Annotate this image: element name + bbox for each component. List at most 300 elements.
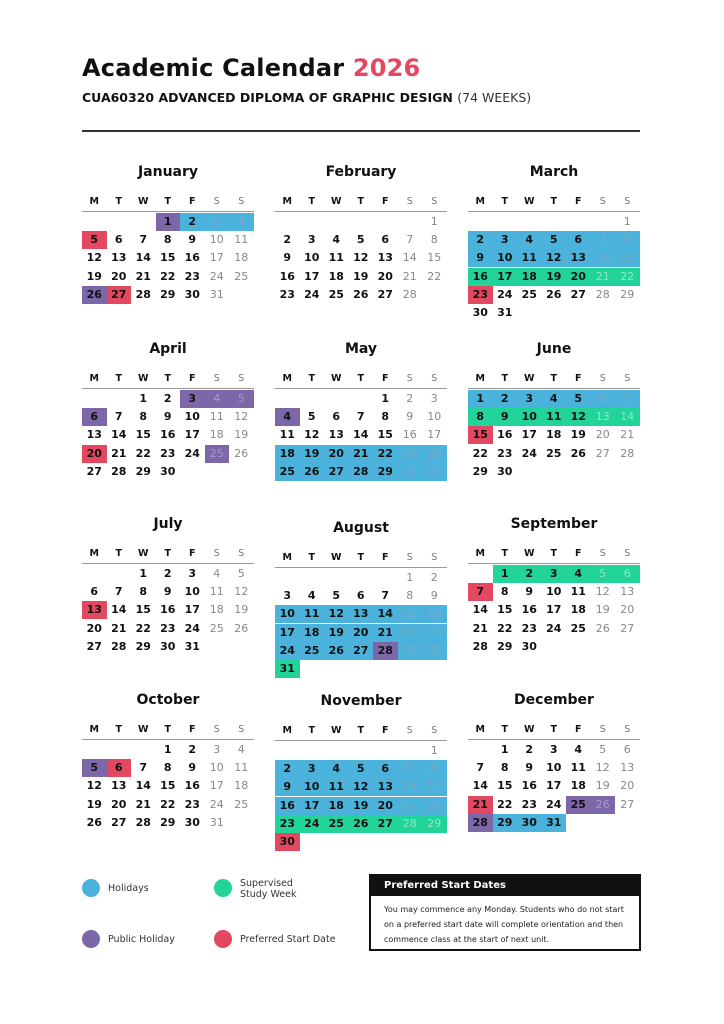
day-cell: 1 [623,215,631,228]
day-cell: 19 [595,779,610,793]
day-cell: 26 [595,621,610,635]
weekday-header: T [164,548,171,559]
day-cell: 12 [566,408,591,426]
day-cell: 18 [234,251,249,265]
day-cell: 12 [353,251,369,265]
day-cell: 15 [615,249,640,267]
weekday-header: W [524,373,535,384]
weekday-header: S [624,196,631,207]
day-cell: 18 [234,779,249,793]
day-cell: 1 [430,215,438,228]
day-cell: 19 [595,603,610,617]
weekday-header: M [89,196,99,207]
day-cell: 4 [229,213,254,231]
month-title: August [333,520,389,536]
day-cell: 17 [304,269,320,283]
weekday-header: T [308,552,315,563]
month-february [275,162,447,301]
day-cell: 17 [275,624,300,642]
month-january [82,162,254,301]
day-cell: 31 [209,287,224,301]
month-title: December [514,692,594,708]
day-cell: 31 [184,639,200,653]
day-cell: 18 [324,797,349,815]
day-cell: 14 [135,251,151,265]
weekday-header: W [524,548,535,559]
day-cell: 10 [427,410,442,424]
weekday-header: M [282,196,292,207]
weekday-header: S [213,548,220,559]
day-cell: 10 [209,761,224,775]
day-cell: 22 [398,624,423,642]
page-title [82,54,420,82]
legend-supervised: Supervised Study Week [240,878,297,900]
day-cell: 8 [406,589,414,603]
day-cell: 8 [139,410,148,424]
day-cell: 24 [304,287,320,301]
day-cell: 22 [422,797,447,815]
day-cell: 27 [570,287,586,301]
day-cell: 2 [517,565,542,583]
weekday-header: W [524,196,535,207]
day-cell: 20 [86,621,102,635]
weekday-header: S [238,196,245,207]
day-cell: 4 [205,390,230,408]
day-cell: 4 [542,390,567,408]
day-cell: 9 [525,585,534,599]
day-cell: 2 [430,571,438,584]
day-cell: 12 [234,585,249,599]
day-cell: 9 [283,251,292,265]
day-cell: 2 [163,392,172,405]
weekday-header: S [431,196,438,207]
day-cell: 6 [82,408,107,426]
day-cell: 24 [209,797,224,811]
day-cell: 6 [107,759,132,777]
day-cell: 20 [82,445,107,463]
day-cell: 3 [205,213,230,231]
weekday-header: S [599,196,606,207]
day-cell: 14 [353,428,369,442]
day-cell: 9 [468,249,493,267]
weekday-divider [275,740,447,741]
month-title: February [325,164,397,180]
day-cell: 13 [349,605,374,623]
day-cell: 21 [620,428,635,442]
day-cell: 11 [300,605,325,623]
day-cell: 31 [275,660,300,678]
day-cell: 17 [209,251,224,265]
day-cell: 14 [111,428,127,442]
day-cell: 13 [373,778,398,796]
legend-holidays: Holidays [108,883,149,894]
day-cell: 2 [283,233,292,247]
day-cell: 3 [283,589,292,603]
day-cell: 2 [468,231,493,249]
day-cell: 15 [427,251,442,265]
day-cell: 14 [472,603,488,617]
month-title: June [536,341,572,357]
day-cell: 4 [566,565,591,583]
day-cell: 2 [180,213,205,231]
weekday-header: T [308,373,315,384]
month-title: November [320,693,402,709]
title-year: 2026 [352,54,421,82]
day-cell: 25 [324,815,349,833]
day-cell: 26 [324,642,349,660]
day-cell: 9 [406,410,414,424]
day-cell: 1 [493,565,518,583]
day-cell: 17 [300,797,325,815]
day-cell: 22 [135,621,151,635]
day-cell: 31 [209,815,224,829]
day-cell: 16 [160,428,176,442]
day-cell: 25 [328,287,344,301]
day-cell: 28 [135,287,151,301]
day-cell: 30 [422,642,447,660]
day-cell: 16 [402,428,417,442]
weekday-header: S [238,548,245,559]
day-cell: 28 [349,463,374,481]
weekday-header: M [89,724,99,735]
legend-public-holiday: Public Holiday [108,934,175,945]
day-cell: 21 [398,797,423,815]
day-cell: 31 [542,814,567,832]
day-cell: 20 [373,797,398,815]
day-cell: 30 [184,815,200,829]
holiday-swatch [82,879,100,897]
day-cell: 31 [422,463,447,481]
day-cell: 22 [497,797,513,811]
weekday-header: T [550,724,557,735]
day-cell: 15 [160,779,176,793]
day-cell: 27 [349,642,374,660]
weekday-header: W [331,373,342,384]
day-cell: 27 [86,464,102,478]
day-cell: 21 [135,797,151,811]
weekday-divider [468,563,640,564]
day-cell: 6 [373,760,398,778]
day-cell: 19 [353,269,369,283]
weekday-header: S [624,724,631,735]
day-cell: 14 [398,778,423,796]
day-cell: 27 [373,815,398,833]
day-cell: 4 [307,589,316,603]
weekday-divider [468,211,640,212]
day-cell: 5 [566,390,591,408]
weekday-header: T [308,196,315,207]
day-cell: 16 [184,779,200,793]
day-cell: 12 [234,410,249,424]
day-cell: 24 [521,446,537,460]
day-cell: 28 [620,446,635,460]
day-cell: 20 [111,797,127,811]
day-cell: 25 [234,269,249,283]
day-cell: 17 [184,603,200,617]
day-cell: 14 [111,603,127,617]
day-cell: 4 [332,233,341,247]
day-cell: 11 [234,233,249,247]
day-cell: 7 [139,233,148,247]
day-cell: 3 [430,392,438,405]
day-cell: 15 [497,779,513,793]
day-cell: 11 [517,249,542,267]
day-cell: 5 [237,567,245,580]
day-cell: 23 [521,621,537,635]
day-cell: 2 [275,760,300,778]
month-title: March [529,164,579,180]
day-cell: 3 [180,390,205,408]
day-cell: 25 [209,621,224,635]
day-cell: 8 [468,408,493,426]
weekday-header: T [115,373,122,384]
day-cell: 8 [430,233,438,247]
day-cell: 1 [381,392,390,405]
weekday-header: S [406,725,413,736]
day-cell: 5 [307,410,316,424]
day-cell: 29 [620,287,635,301]
day-cell: 13 [566,249,591,267]
day-cell: 28 [135,815,151,829]
weekday-header: M [282,373,292,384]
weekday-header: S [599,548,606,559]
day-cell: 16 [279,269,295,283]
day-cell: 10 [275,605,300,623]
weekday-header: S [431,373,438,384]
day-cell: 23 [160,621,176,635]
day-cell: 14 [135,779,151,793]
weekday-header: T [501,196,508,207]
day-cell: 28 [402,287,417,301]
day-cell: 5 [229,390,254,408]
day-cell: 16 [184,251,200,265]
day-cell: 16 [275,797,300,815]
day-cell: 2 [406,392,414,405]
day-cell: 5 [356,233,365,247]
day-cell: 19 [349,797,374,815]
day-cell: 21 [402,269,417,283]
preferred-box-text: You may commence any Monday. Students who do not start on a preferred start date will complete orientation and then commence class at the start of next unit. [384,905,624,944]
day-cell: 30 [275,833,300,851]
day-cell: 8 [615,231,640,249]
day-cell: 21 [111,621,127,635]
weekday-header: F [575,196,582,207]
day-cell: 30 [160,639,176,653]
month-november [275,691,447,848]
weekday-header: T [501,548,508,559]
weekday-header: T [115,724,122,735]
month-july [82,514,254,653]
day-cell: 23 [468,286,493,304]
day-cell: 23 [275,815,300,833]
weekday-header: T [164,196,171,207]
weekday-divider [275,388,447,389]
weekday-header: T [164,724,171,735]
weekday-header: T [357,725,364,736]
day-cell: 8 [500,761,509,775]
weekday-header: S [624,373,631,384]
day-cell: 19 [86,797,102,811]
day-cell: 20 [111,269,127,283]
day-cell: 15 [135,603,151,617]
day-cell: 9 [275,778,300,796]
weekday-header: S [431,552,438,563]
day-cell: 20 [324,445,349,463]
day-cell: 23 [521,797,537,811]
day-cell: 10 [546,585,562,599]
day-cell: 30 [398,463,423,481]
day-cell: 19 [570,428,586,442]
month-june [468,339,640,478]
day-cell: 1 [163,743,172,756]
day-cell: 12 [86,251,102,265]
weekday-divider [82,388,254,389]
day-cell: 7 [591,231,616,249]
supervised-swatch [214,879,232,897]
title-text: Academic Calendar [82,54,345,82]
day-cell: 16 [468,268,493,286]
weekday-header: M [475,373,485,384]
day-cell: 11 [328,251,344,265]
weekday-header: T [550,196,557,207]
day-cell: 15 [377,428,393,442]
day-cell: 28 [468,814,493,832]
weekday-header: F [189,196,196,207]
day-cell: 5 [591,565,616,583]
day-cell: 13 [377,251,393,265]
day-cell: 8 [422,760,447,778]
day-cell: 23 [184,269,200,283]
day-cell: 6 [332,410,341,424]
day-cell: 10 [184,585,200,599]
course-subtitle [82,90,531,105]
day-cell: 23 [184,797,200,811]
day-cell: 1 [156,213,181,231]
weekday-header: T [357,196,364,207]
day-cell: 18 [570,779,586,793]
day-cell: 14 [373,605,398,623]
month-december [468,690,640,829]
day-cell: 16 [160,603,176,617]
day-cell: 10 [546,761,562,775]
day-cell: 15 [135,428,151,442]
day-cell: 29 [493,814,518,832]
day-cell: 15 [160,251,176,265]
day-cell: 1 [468,390,493,408]
weekday-header: T [357,373,364,384]
day-cell: 26 [300,463,325,481]
day-cell: 28 [398,815,423,833]
weekday-header: T [501,373,508,384]
day-cell: 27 [620,621,635,635]
day-cell: 25 [566,796,591,814]
day-cell: 28 [111,464,127,478]
day-cell: 11 [570,585,586,599]
day-cell: 17 [521,428,537,442]
day-cell: 8 [500,585,509,599]
day-cell: 25 [546,446,562,460]
day-cell: 15 [468,426,493,444]
day-cell: 9 [163,585,172,599]
day-cell: 9 [163,410,172,424]
day-cell: 3 [300,760,325,778]
day-cell: 29 [422,815,447,833]
day-cell: 17 [184,428,200,442]
day-cell: 30 [517,814,542,832]
day-cell: 4 [324,760,349,778]
day-cell: 1 [139,567,148,580]
day-cell: 28 [373,642,398,660]
weekday-header: S [213,373,220,384]
weekday-header: T [501,724,508,735]
day-cell: 13 [111,251,127,265]
day-cell: 27 [111,815,127,829]
day-cell: 15 [422,778,447,796]
day-cell: 5 [82,759,107,777]
weekday-header: M [89,548,99,559]
day-cell: 26 [349,815,374,833]
day-cell: 28 [472,639,488,653]
day-cell: 11 [279,428,295,442]
public-holiday-swatch [82,930,100,948]
weekday-header: T [308,725,315,736]
day-cell: 14 [615,408,640,426]
day-cell: 22 [160,797,176,811]
day-cell: 7 [406,233,414,247]
day-cell: 15 [398,605,423,623]
day-cell: 18 [328,269,344,283]
month-august [275,518,447,675]
day-cell: 24 [422,445,447,463]
day-cell: 24 [300,815,325,833]
day-cell: 16 [497,428,513,442]
day-cell: 23 [279,287,295,301]
day-cell: 17 [546,603,562,617]
weekday-header: F [189,548,196,559]
day-cell: 25 [275,463,300,481]
preferred-swatch [214,930,232,948]
day-cell: 6 [114,233,123,247]
weekday-header: F [189,724,196,735]
day-cell: 9 [188,761,197,775]
header-divider [82,130,640,132]
day-cell: 8 [381,410,390,424]
day-cell: 30 [521,639,537,653]
day-cell: 21 [468,796,493,814]
day-cell: 6 [90,585,99,599]
weekday-header: S [599,724,606,735]
day-cell: 14 [472,779,488,793]
day-cell: 20 [620,779,635,793]
day-cell: 29 [373,463,398,481]
day-cell: 9 [525,761,534,775]
day-cell: 3 [493,231,518,249]
day-cell: 21 [111,446,127,460]
day-cell: 21 [373,624,398,642]
day-cell: 17 [427,428,442,442]
weekday-header: S [213,196,220,207]
day-cell: 23 [422,624,447,642]
day-cell: 28 [595,287,610,301]
day-cell: 29 [497,639,513,653]
day-cell: 5 [599,743,607,756]
day-cell: 30 [184,287,200,301]
day-cell: 5 [332,589,341,603]
month-october [82,690,254,829]
day-cell: 21 [135,269,151,283]
day-cell: 8 [163,233,172,247]
day-cell: 19 [86,269,102,283]
